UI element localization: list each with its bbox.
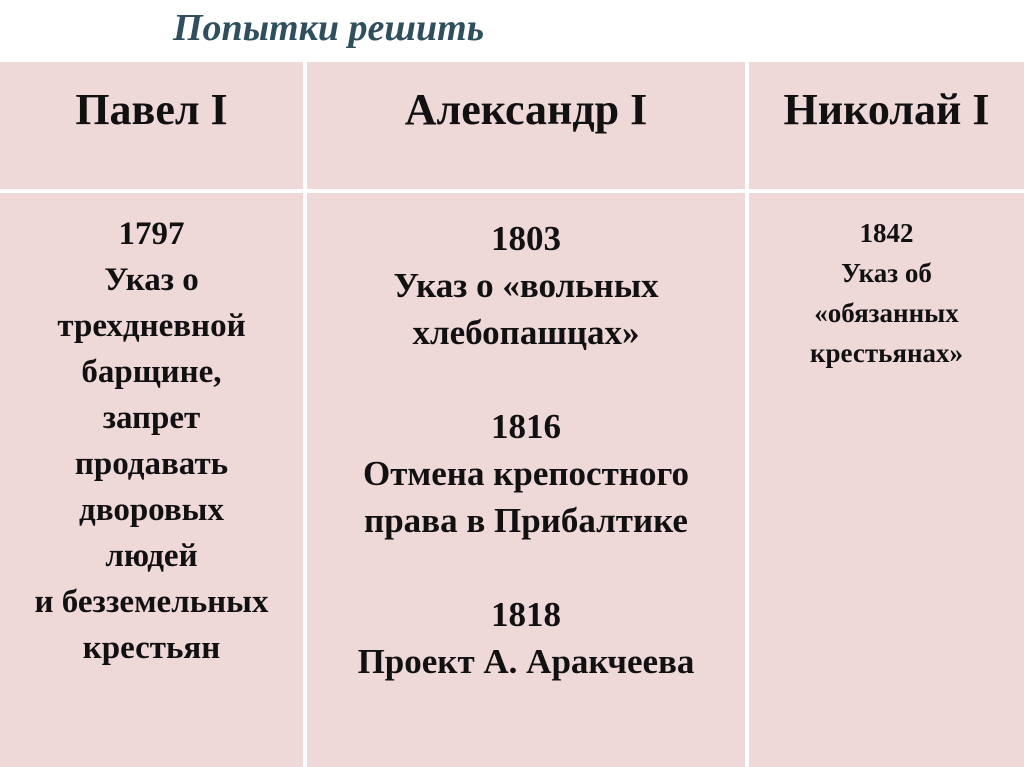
entry-line: Указ о «вольных [393,266,659,305]
pavel-line: людей [105,538,198,574]
header-label-pavel: Павел I [75,85,228,134]
entry-line: Отмена крепостного [363,454,689,493]
nicholas-line: Указ об [841,258,932,288]
pavel-line: продавать [74,446,229,482]
pavel-reforms-text [0,193,303,671]
page-title: Попытки решить [173,7,485,49]
pavel-line: дворовых [79,492,224,528]
pavel-year: 1797 [118,216,185,252]
entry-year: 1818 [491,595,561,634]
body-cell-nicholas [749,193,1024,767]
pavel-line: и безземельных [34,584,269,620]
nicholas-year: 1842 [859,218,914,248]
entry-year: 1803 [491,219,561,258]
pavel-line: барщине, [81,354,222,390]
alexander-entry-1816 [307,403,745,544]
header-cell-pavel [0,62,303,189]
entry-line: Проект А. Аракчеева [357,642,695,681]
pavel-line: запрет [102,400,201,436]
alexander-reforms-text [307,193,745,685]
body-cell-pavel [0,193,303,767]
body-cell-alexander [307,193,745,767]
entry-year: 1816 [491,407,561,446]
pavel-line: крестьян [82,630,221,666]
reforms-table [0,62,1024,767]
header-cell-alexander [307,62,745,189]
entry-line: права в Прибалтике [364,501,688,540]
header-label-nicholas: Николай I [783,85,990,134]
entry-line: хлебопашцах» [412,313,640,352]
alexander-entry-1803 [307,215,745,356]
pavel-line: трехдневной [57,308,246,344]
alexander-entry-1818 [307,591,745,685]
nicholas-line: «обязанных [814,298,959,328]
nicholas-reforms-text [749,193,1024,373]
pavel-line: Указ о [104,262,199,298]
header-cell-nicholas [749,62,1024,189]
nicholas-line: крестьянах» [809,338,964,368]
header-label-alexander: Александр I [404,85,648,134]
